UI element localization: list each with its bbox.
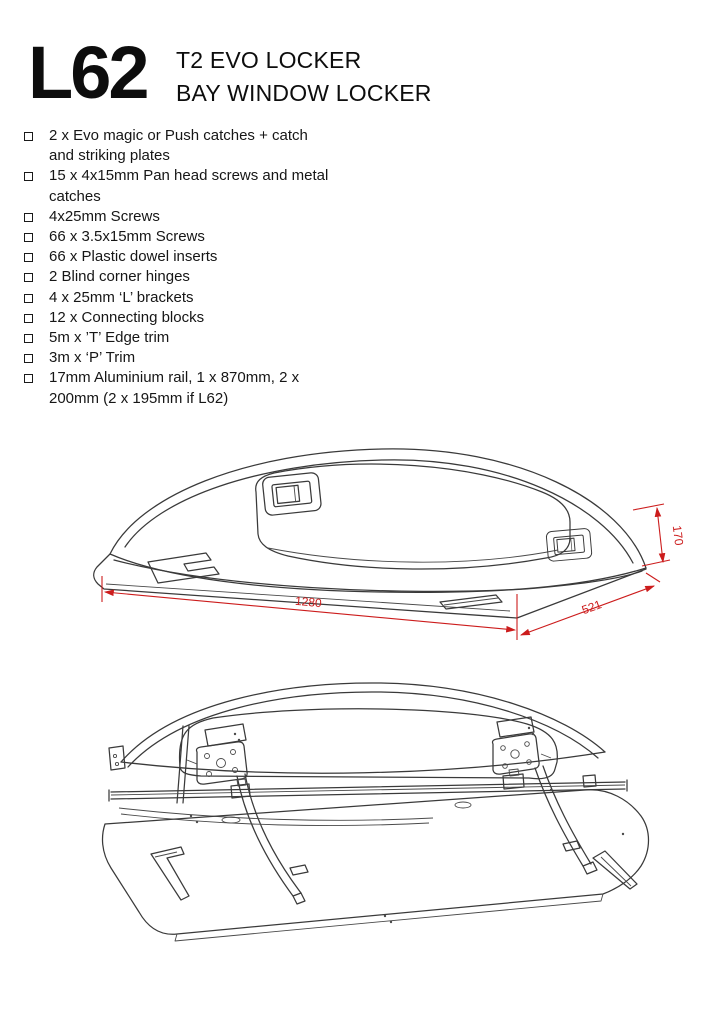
list-item bbox=[24, 328, 331, 348]
list-item-label: 4 x 25mm ‘L’ brackets bbox=[49, 288, 194, 306]
closed-locker-svg bbox=[80, 438, 710, 653]
hinge-plate-icon bbox=[205, 724, 246, 746]
list-item-label: 17mm Aluminium rail, 1 x 870mm, 2 x 200mm (2 x 195mm if L62) bbox=[49, 369, 300, 407]
list-item-label: 3m x ‘P’ Trim bbox=[49, 349, 136, 367]
list-item bbox=[24, 166, 331, 206]
list-item-label: 66 x Plastic dowel inserts bbox=[49, 248, 218, 266]
list-item bbox=[24, 368, 331, 408]
list-item bbox=[24, 267, 331, 287]
checkbox-icon bbox=[24, 172, 33, 181]
title-line-1: T2 EVO LOCKER bbox=[176, 47, 362, 73]
list-item-label: 2 Blind corner hinges bbox=[49, 268, 190, 286]
list-item-label: 66 x 3.5x15mm Screws bbox=[49, 228, 205, 246]
checkbox-icon bbox=[24, 233, 33, 242]
list-item bbox=[24, 308, 331, 328]
l-bracket-icon bbox=[109, 746, 125, 770]
checkbox-icon bbox=[24, 374, 33, 383]
stay-arm-icon bbox=[237, 774, 305, 904]
checkbox-icon bbox=[24, 334, 33, 343]
model-code: L62 bbox=[28, 31, 147, 114]
checkbox-icon bbox=[24, 314, 33, 323]
checkbox-icon bbox=[24, 253, 33, 262]
list-item bbox=[24, 348, 331, 368]
list-item-label: 2 x Evo magic or Push catches + catch and striking plates bbox=[49, 127, 308, 165]
list-item-label: 4x25mm Screws bbox=[49, 207, 160, 225]
list-item-label: 12 x Connecting blocks bbox=[49, 308, 205, 326]
list-item bbox=[24, 126, 331, 166]
checkbox-icon bbox=[24, 354, 33, 363]
page-title bbox=[176, 44, 432, 110]
list-item-label: 15 x 4x15mm Pan head screws and metal catches bbox=[49, 167, 329, 205]
checkbox-icon bbox=[24, 132, 33, 141]
parts-checklist bbox=[24, 126, 331, 409]
dimension-depth-label: 521 bbox=[579, 597, 604, 618]
blind-corner-hinge-icon bbox=[493, 734, 552, 774]
list-item bbox=[24, 227, 331, 247]
list-item bbox=[24, 207, 331, 227]
closed-locker-drawing bbox=[80, 438, 710, 653]
list-item bbox=[24, 288, 331, 308]
dimension-height-label: 170 bbox=[669, 524, 687, 547]
open-locker-drawing bbox=[85, 668, 685, 958]
checkbox-icon bbox=[24, 273, 33, 282]
open-locker-svg bbox=[85, 668, 685, 958]
list-item bbox=[24, 247, 331, 267]
title-line-2: BAY WINDOW LOCKER bbox=[176, 80, 432, 106]
dimension-width-label: 1280 bbox=[294, 593, 323, 611]
checkbox-icon bbox=[24, 294, 33, 303]
push-catch-icon bbox=[262, 472, 322, 516]
dimension-lines bbox=[102, 504, 670, 640]
blind-corner-hinge-icon bbox=[187, 742, 247, 784]
list-item-label: 5m x ’T’ Edge trim bbox=[49, 329, 170, 347]
connecting-block-icon bbox=[290, 865, 308, 875]
checkbox-icon bbox=[24, 213, 33, 222]
